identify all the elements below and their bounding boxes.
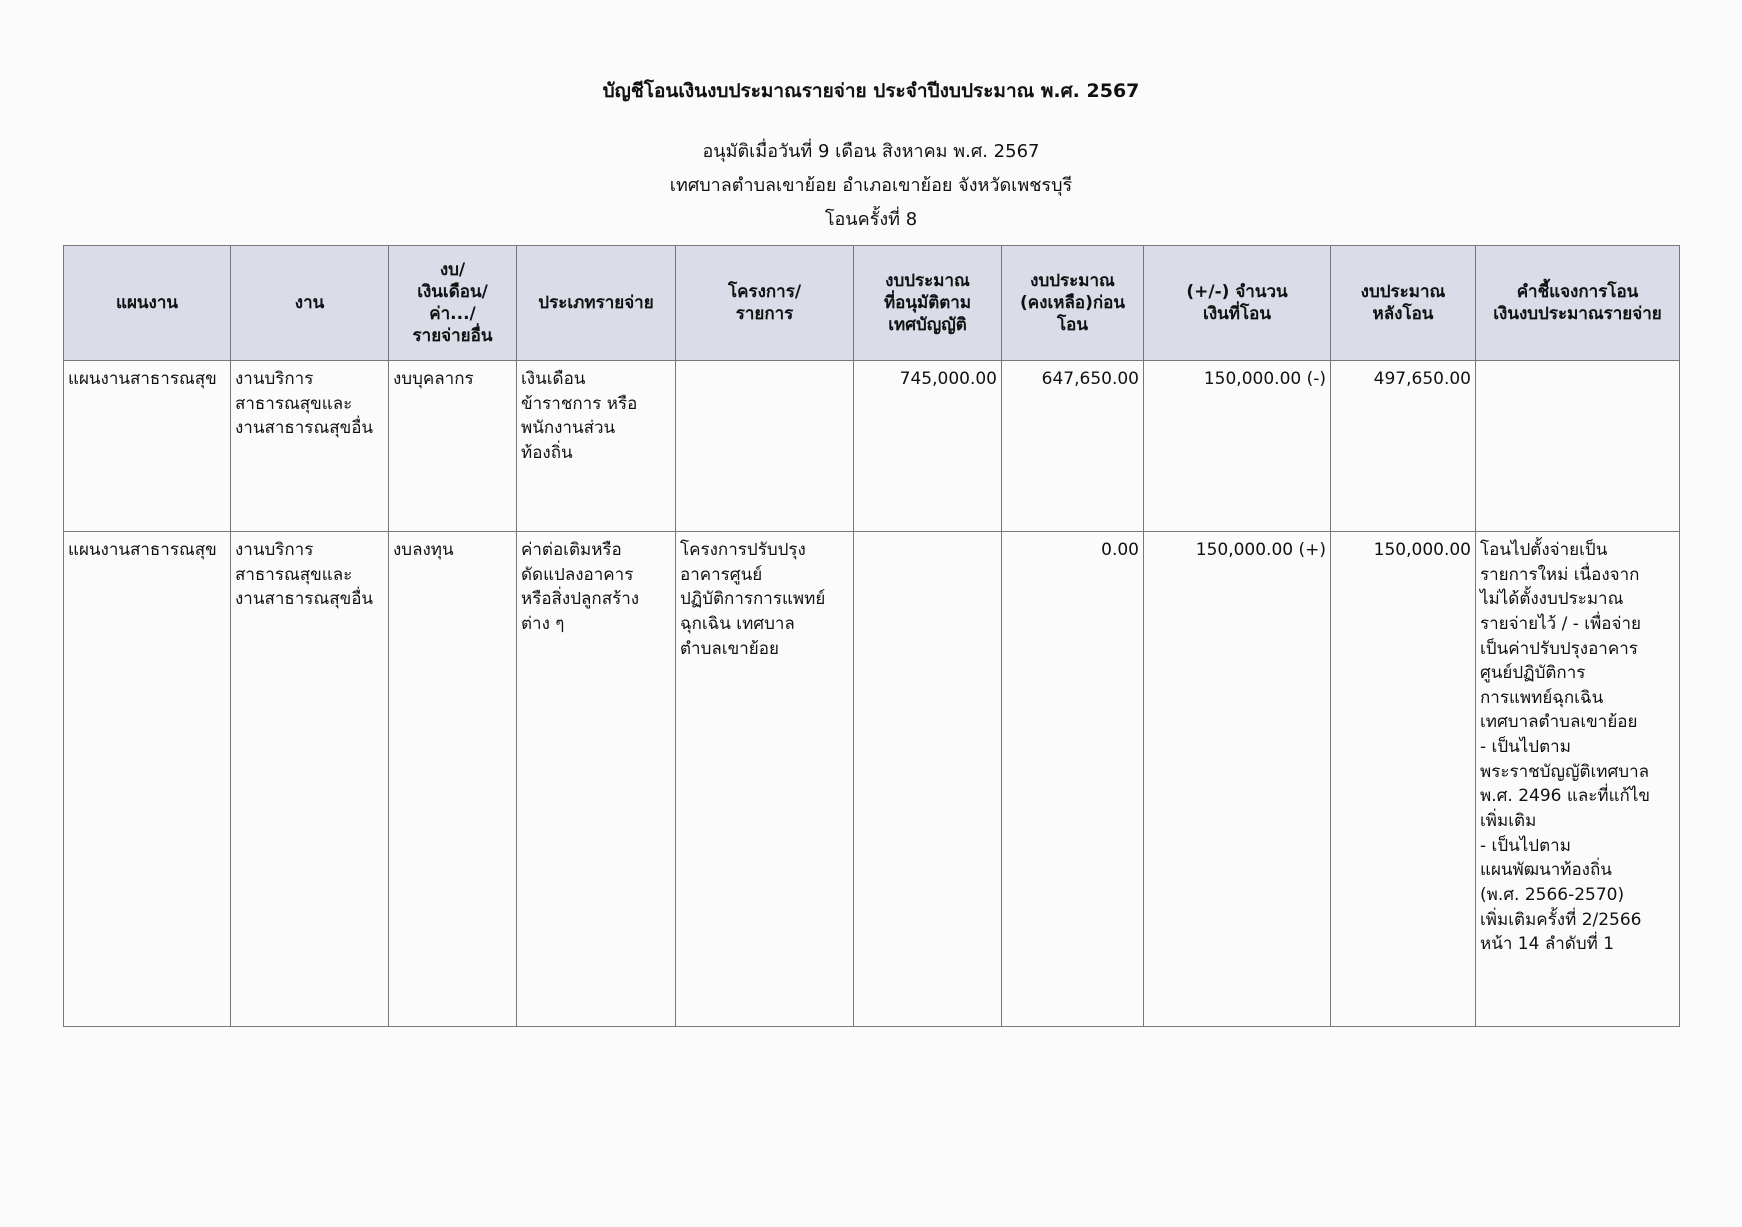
header-transfer-amount: (+/-) จำนวน เงินที่โอน [1144, 246, 1331, 361]
header-project: โครงการ/ รายการ [676, 246, 854, 361]
cell-explanation [1476, 361, 1680, 532]
cell-category: งบลงทุน [389, 532, 517, 1027]
header-work: งาน [231, 246, 389, 361]
cell-work: งานบริการ สาธารณสุขและ งานสาธารณสุขอื่น [231, 532, 389, 1027]
budget-transfer-table [63, 245, 1680, 1027]
cell-plan: แผนงานสาธารณสุข [64, 532, 231, 1027]
cell-project [676, 361, 854, 532]
cell-project: โครงการปรับปรุง อาคารศูนย์ ปฏิบัติการการแพทย์ ฉุกเฉิน เทศบาล ตำบลเขาย้อย [676, 532, 854, 1027]
cell-explanation: โอนไปตั้งจ่ายเป็น รายการใหม่ เนื่องจาก ไม่ได้ตั้งงบประมาณ รายจ่ายไว้ / - เพื่อจ่าย เป็นค่าปรับปรุงอาคาร ศูนย์ปฏิบัติการ การแพทย์ฉุกเฉิน เทศบาลตำบลเขาย้อย - เป็นไปตาม พระราชบัญญัติเทศบาล พ.ศ. 2496 และที่แก้ไข เพิ่มเติม - เป็นไปตาม แผนพัฒนาท้องถิ่น (พ.ศ. 2566-2570) เพิ่มเติมครั้งที่ 2/2566 หน้า 14 ลำดับที่ 1 [1476, 532, 1680, 1027]
header-plan: แผนงาน [64, 246, 231, 361]
cell-after-transfer: 497,650.00 [1331, 361, 1476, 532]
header-explanation: คำชี้แจงการโอน เงินงบประมาณรายจ่าย [1476, 246, 1680, 361]
transfer-number-line: โอนครั้งที่ 8 [824, 209, 918, 230]
cell-plan: แผนงานสาธารณสุข [64, 361, 231, 532]
cell-transfer-amount: 150,000.00 (-) [1144, 361, 1331, 532]
table-row [64, 532, 1680, 1027]
organization-line: เทศบาลตำบลเขาย้อย อำเภอเขาย้อย จังหวัดเพชรบุรี [669, 175, 1073, 196]
header-remaining-before: งบประมาณ (คงเหลือ)ก่อน โอน [1002, 246, 1144, 361]
cell-after-transfer: 150,000.00 [1331, 532, 1476, 1027]
cell-remaining-before: 647,650.00 [1002, 361, 1144, 532]
header-after-transfer: งบประมาณ หลังโอน [1331, 246, 1476, 361]
cell-work: งานบริการ สาธารณสุขและ งานสาธารณสุขอื่น [231, 361, 389, 532]
document-title: บัญชีโอนเงินงบประมาณรายจ่าย ประจำปีงบประมาณ พ.ศ. 2567 [602, 80, 1140, 102]
cell-expense-type: ค่าต่อเติมหรือ ดัดแปลงอาคาร หรือสิ่งปลูกสร้าง ต่าง ๆ [517, 532, 676, 1027]
approval-date-line: อนุมัติเมื่อวันที่ 9 เดือน สิงหาคม พ.ศ. 2567 [702, 141, 1040, 162]
cell-transfer-amount: 150,000.00 (+) [1144, 532, 1331, 1027]
cell-approved-budget: 745,000.00 [854, 361, 1002, 532]
header-expense-type: ประเภทรายจ่าย [517, 246, 676, 361]
header-category: งบ/ เงินเดือน/ ค่า.../ รายจ่ายอื่น [389, 246, 517, 361]
cell-approved-budget [854, 532, 1002, 1027]
table-header-row [64, 246, 1680, 361]
table-row [64, 361, 1680, 532]
cell-remaining-before: 0.00 [1002, 532, 1144, 1027]
cell-expense-type: เงินเดือน ข้าราชการ หรือ พนักงานส่วน ท้องถิ่น [517, 361, 676, 532]
header-approved-budget: งบประมาณ ที่อนุมัติตาม เทศบัญญัติ [854, 246, 1002, 361]
cell-category: งบบุคลากร [389, 361, 517, 532]
